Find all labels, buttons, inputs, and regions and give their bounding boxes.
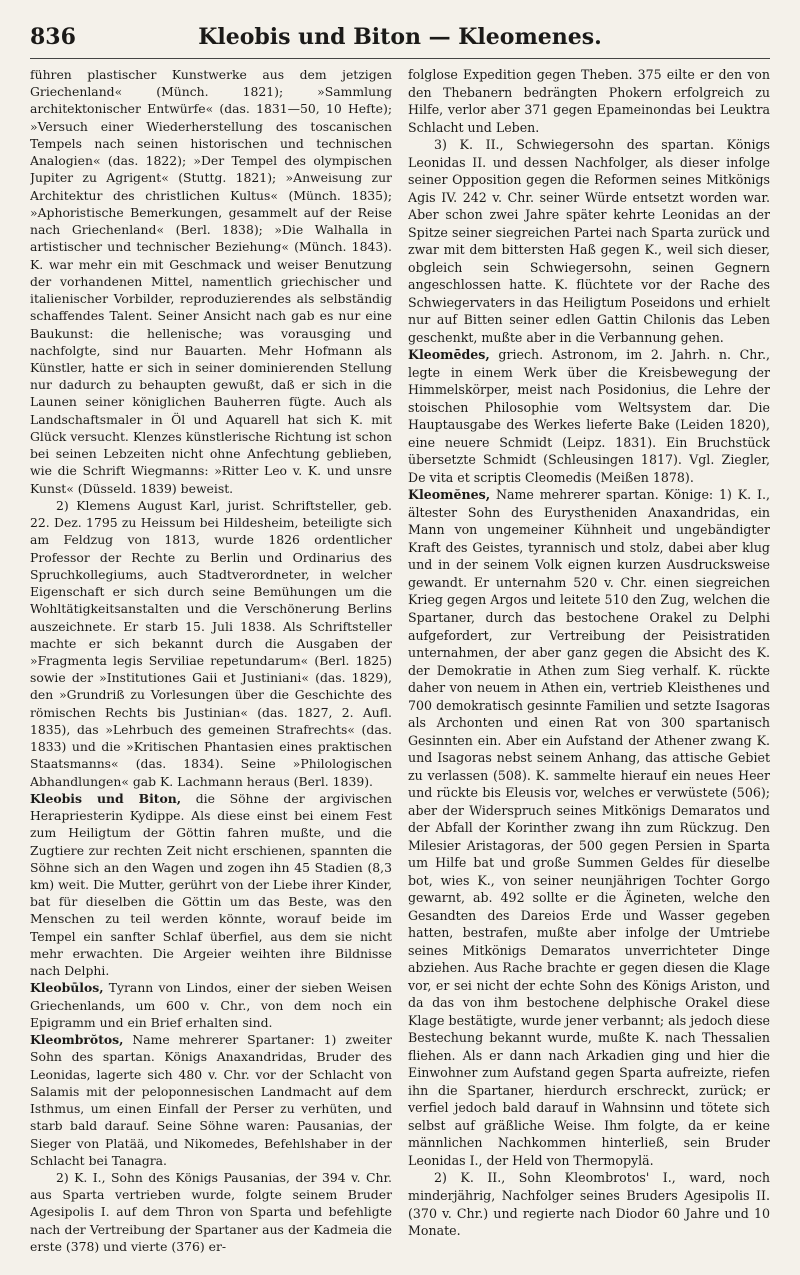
headword-kleobis: Kleobis und Biton, xyxy=(30,790,182,806)
entry-body: Name mehrerer Spartaner: 1) zweiter Sohn des spartan. Königs Anaxandridas, Bruder des Leonidas, lagerte sich 480 v. Chr. vor der Schlacht von Salamis mit der peloponnesischen Landmacht auf dem Isthmus, um einen Einfall der Perser zu verhüten, und starb bald darauf. Seine Söhne waren: Pausanias, der Sieger von Platää, und Nikomedes, Befehlshaber in der Schlacht bei Tanagra. xyxy=(30,1032,392,1168)
entry-body: Name mehrerer spartan. Könige: 1) K. I., ältester Sohn des Eurystheniden Anaxandridas, ein Mann von ungemeiner Kühnheit und ungebändigter Kraft des Geistes, tyrannisch und stolz, dabei aber klug und in der seinem Volk eignen kurzen Ausdrucksweise gewandt. Er unternahm 520 v. Chr. einen siegreichen Krieg gegen Argos und leitete 510 den Zug, welchen die Spartaner, durch das bestochene Orakel zu Delphi aufgefordert, zur Vertreibung der Peisistratiden unternahmen, der aber ganz gegen die Absicht des K. der Demokratie in Athen zum Sieg verhalf. K. rückte daher von neuem in Athen ein, vertrieb Kleisthenes und 700 demokratisch gesinnte Familien und setzte Isagoras als Archonten und einen Rat von 300 spartanisch Gesinnten ein. Aber ein Aufstand der Athener zwang K. und Isagoras nebst seinem Anhang, das attische Gebiet zu verlassen (508). K. sammelte hierauf ein neues Heer und rückte bis Eleusis vor, welches er verwüstete (506); aber der Widerspruch seines Mitkönigs Demaratos und der Abfall der Korinther zwang ihn zum Rückzug. Den Milesier Aristagoras, der 500 gegen Persien in Sparta um Hilfe bat und große Summen Geldes für dieselbe bot, wies K., von seiner neunjährigen Tochter Gorgo gewarnt, ab. 492 sollte er die Ägineten, welche den Gesandten des Dareios Erde und Wasser gegeben hatten, bestrafen, mußte aber infolge der Umtriebe seines Mitkönigs Demaratos unverrichteter Dinge abziehen. Aus Rache brachte er gegen diesen die Klage vor, er sei nicht der echte Sohn des Königs Ariston, und da das von ihm bestochene delphische Orakel diese Klage bestätigte, wurde jener verbannt; als jedoch diese Bestechung bekannt wurde, mußte K. nach Thessalien fliehen. Als er dann nach Arkadien ging und hier die Einwohner zum Aufstand gegen Sparta aufreizte, riefen ihn die Spartaner, hierdurch erschreckt, zurück; er verfiel jedoch bald darauf in Wahnsinn und tötete sich selbst auf gräßliche Weise. Ihm folgte, da er keine männlichen Nachkommen hinterließ, sein Bruder Leonidas I., der Held von Thermopylä. xyxy=(408,487,770,1168)
headword-kleombrotos: Kleombrŏtos, xyxy=(30,1032,124,1048)
entry-kleomenes xyxy=(408,486,770,1169)
entry-kleomedes xyxy=(408,346,770,486)
page-number: 836 xyxy=(30,24,76,50)
entry-kleobis-und-biton xyxy=(30,790,392,980)
headword-kleomenes: Kleomĕnes, xyxy=(408,487,491,503)
entry-body: griech. Astronom, im 2. Jahrh. n. Chr., legte in einem Werk über die Kreisbewegung der Himmelskörper, meist nach Posidonius, die Lehre der stoischen Philosophie vom Weltsystem dar. Die Hauptausgabe des Werkes lieferte Bake (Leiden 1820), eine neuere Schmidt (Leipz. 1831). Ein Bruchstück übersetzte Schmidt (Schleusingen 1817). Vgl. Ziegler, De vita et scriptis Cleomedis (Meißen 1878). xyxy=(408,347,770,485)
klenze-continuation: führen plastischer Kunstwerke aus dem jetzigen Griechenland« (Münch. 1821); »Sammlung architektonischer Entwürfe« (das. 1831—50, 10 Hefte); »Versuch einer Wiederherstellung des toscanischen Tempels nach seinen historischen und technischen Analogien« (das. 1822); »Der Tempel des olympischen Jupiter zu Agrigent« (Stuttg. 1821); »Anweisung zur Architektur des christlichen Kultus« (Münch. 1835); »Aphoristische Bemerkungen, gesammelt auf der Reise nach Griechenland« (Berl. 1838); »Die Walhalla in artistischer und technischer Beziehung« (Münch. 1843). K. war mehr ein mit Geschmack und weiser Benutzung der vorhandenen Mittel, namentlich griechischer und italienischer Vorbilder, reproduzierendes als selbständig schaffendes Talent. Seiner Ansicht nach gab es nur eine Baukunst: die hellenische; was vorausging und nachfolgte, sind nur Bauarten. Mehr Hofmann als Künstler, hatte er sich in seiner dominierenden Stellung nur dadurch zu behaupten gewußt, daß er sich in die Launen seiner königlichen Bauherren fügte. Auch als Landschaftsmaler in Öl und Aquarell hat sich K. mit Glück versucht. Klenzes künstlerische Richtung ist schon bei seinen Lebzeiten nicht ohne Anfechtung geblieben, wie die Schrift Wiegmanns: »Ritter Leo v. K. und unsre Kunst« (Düsseld. 1839) beweist. xyxy=(30,67,392,496)
headword-kleomedes: Kleomēdes, xyxy=(408,347,490,363)
entry-kleombrotos xyxy=(30,1031,392,1169)
running-head: Kleobis und Biton — Kleomenes. xyxy=(198,24,602,50)
entry-body: die Söhne der argivischen Herapriesterin Kydippe. Als diese einst bei einem Fest zum Heiligtum der Göttin fahren mußte, und die Zugtiere zur rechten Zeit nicht erschienen, spannten die Söhne sich an den Wagen und zogen ihn 45 Stadien (8,3 km) weit. Die Mutter, gerührt von der Liebe ihrer Kinder, bat für dieselben die Göttin um das Beste, was den Menschen zu teil werden könnte, worauf beide im Tempel ein sanfter Schlaf überfiel, aus dem sie nicht mehr erwachten. Die Argeier weihten ihre Bildnisse nach Delphi. xyxy=(30,790,392,979)
kleombrotos-2-continuation: folglose Expedition gegen Theben. 375 eilte er den von den Thebanern bedrängten Phokern erfolgreich zu Hilfe, verlor aber 371 gegen Epameinondas bei Leuktra Schlacht und Leben. xyxy=(408,67,770,135)
headword-kleobulos: Kleobūlos, xyxy=(30,980,104,996)
klenze-klemens-entry: 2) Klemens August Karl, jurist. Schriftsteller, geb. 22. Dez. 1795 zu Heissum bei Hildesheim, beteiligte sich am Feldzug von 1813, wurde 1826 ordentlicher Professor der Rechte zu Berlin und Ordinarius des Spruchkollegiums, auch Stadtverordneter, in welcher Eigenschaft er sich durch seine Bemühungen um die Wohltätigkeitsanstalten und die Verschönerung Berlins auszeichnete. Er starb 15. Juli 1838. Als Schriftsteller machte er sich bekannt durch die Ausgaben der »Fragmenta legis Serviliae repetundarum« (Berl. 1825) sowie der »Institutiones Gaii et Justiniani« (das. 1829), den »Grundriß zu Vorlesungen über die Geschichte des römischen Rechts bis Justinian« (das. 1827, 2. Aufl. 1835), das »Lehrbuch des gemeinen Strafrechts« (das. 1833) und die »Kritischen Phantasien eines praktischen Staatsmanns« (das. 1834). Seine »Philologischen Abhandlungen« gab K. Lachmann heraus (Berl. 1839). xyxy=(30,497,392,789)
kleombrotos-2: 2) K. I., Sohn des Königs Pausanias, der 394 v. Chr. aus Sparta vertrieben wurde, folgte seinem Bruder Agesipolis I. auf dem Thron von Sparta und befehligte nach der Vertreibung der Spartaner aus der Kadmeia die erste (378) und vierte (376) er- xyxy=(30,1170,392,1254)
page-header xyxy=(30,24,770,59)
kleombrotos-3: 3) K. II., Schwiegersohn des spartan. Königs Leonidas II. und dessen Nachfolger, als dieser infolge seiner Opposition gegen die Reformen seines Mitkönigs Agis IV. 242 v. Chr. seiner Würde entsetzt worden war. Aber schon zwei Jahre später kehrte Leonidas an der Spitze seiner siegreichen Partei nach Sparta zurück und zwar mit dem bittersten Haß gegen K., weil sich dieser, obgleich sein Schwiegersohn, seinen Gegnern angeschlossen hatte. K. flüchtete vor der Rache des Schwiegervaters in das Heiligtum Poseidons und erhielt nur auf Bitten seiner edlen Gattin Chilonis das Leben geschenkt, mußte aber in die Verbannung gehen. xyxy=(408,137,770,345)
left-column xyxy=(30,66,392,1266)
entry-body: Tyrann von Lindos, einer der sieben Weisen Griechenlands, um 600 v. Chr., von dem noch ein Epigramm und ein Brief erhalten sind. xyxy=(30,980,392,1030)
entry-kleobulos xyxy=(30,979,392,1031)
right-column xyxy=(408,66,770,1266)
kleomenes-2: 2) K. II., Sohn Kleombrotos' I., ward, noch minderjährig, Nachfolger seines Bruders Agesipolis II. (370 v. Chr.) und regierte nach Diodor 60 Jahre und 10 Monate. xyxy=(408,1170,770,1239)
